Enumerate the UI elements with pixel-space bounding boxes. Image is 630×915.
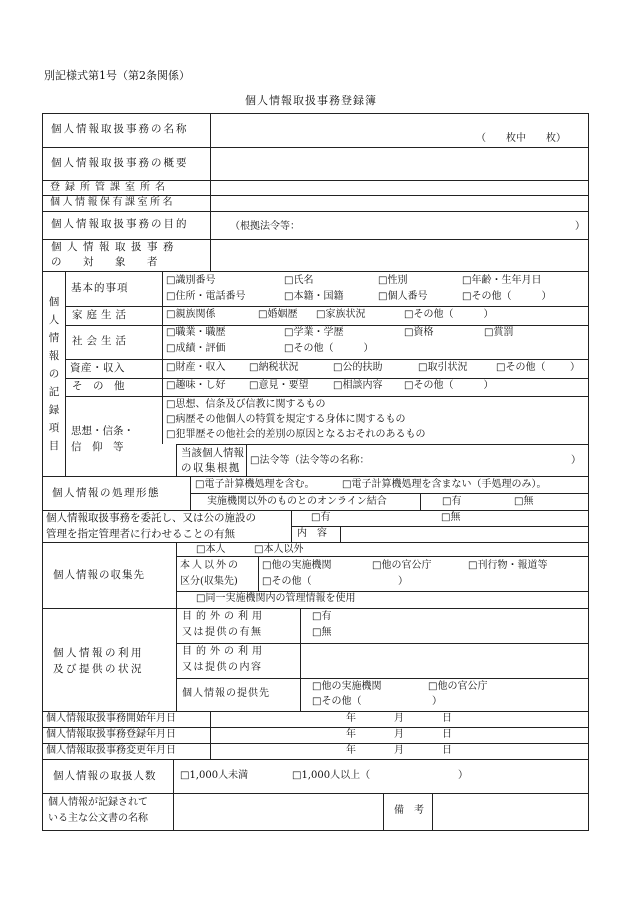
side-label-char: 目	[48, 440, 60, 452]
page-title: 個人情報取扱事務登録簿	[245, 94, 377, 107]
basis-label-2: の収集根拠	[181, 462, 241, 474]
date-label-start: 個人情報取扱事務開始年月日	[46, 713, 176, 724]
checkbox-option[interactable]: □有	[312, 611, 332, 622]
checkbox-option[interactable]: □親族関係	[166, 309, 216, 320]
side-label-char: の	[48, 368, 60, 380]
row-label-documents-1: 個人情報が記録されて	[48, 797, 148, 808]
purpose-basis-label: （根拠法令等：	[230, 221, 300, 232]
item-label-belief-2: 信 仰 等	[71, 441, 124, 453]
checkbox-option[interactable]: □財産・収入	[166, 362, 226, 373]
row-label-reg-dept: 登録所管課室所名	[50, 182, 170, 193]
row-label-name: 個人情報取扱事務の名称	[51, 123, 189, 135]
row-label-subject-2: の 対 象 者	[51, 256, 163, 268]
row-label-overview: 個人情報取扱事務の概要	[51, 157, 189, 169]
extra-use-label-1: 目的外の利用	[182, 611, 266, 622]
row-label-hold-dept: 個人情報保有課室所名	[50, 197, 175, 208]
checkbox-option[interactable]: □電子計算機処理を含まない（手処理のみ）。	[342, 479, 547, 490]
close-paren: ）	[398, 576, 408, 587]
checkbox-option[interactable]: □学業・学歴	[284, 327, 344, 338]
checkbox-option[interactable]: □有	[311, 512, 331, 523]
overview-field[interactable]	[218, 150, 578, 177]
row-label-documents-2: いる主な公文書の名称	[48, 813, 148, 824]
date-unit-day: 日	[442, 729, 452, 740]
reg-dept-field[interactable]	[218, 182, 578, 194]
form-number-label: 別記様式第1号（第2条関係）	[44, 69, 190, 82]
date-unit-day: 日	[442, 745, 452, 756]
checkbox-option[interactable]: □識別番号	[166, 275, 216, 286]
checkbox-option[interactable]: □有	[442, 496, 462, 507]
checkbox-option[interactable]: □住所・電話番号	[166, 291, 246, 302]
checkbox-option[interactable]: □他の官公庁	[428, 681, 488, 692]
item-label-family: 家庭生活	[72, 309, 130, 321]
row-label-outsourcing-1: 個人情報取扱事務を委託し、又は公の施設の	[46, 512, 256, 524]
checkbox-option[interactable]: □意見・要望	[249, 380, 309, 391]
close-paren: ）	[458, 770, 468, 781]
checkbox-option[interactable]: □刊行物・報道等	[468, 560, 548, 571]
date-unit-month: 月	[394, 713, 404, 724]
checkbox-option[interactable]: □賞罰	[484, 327, 514, 338]
checkbox-option[interactable]: □相談内容	[333, 380, 383, 391]
row-label-collection: 個人情報の収集先	[53, 569, 145, 581]
checkbox-option[interactable]: □婚姻歴	[258, 309, 298, 320]
item-label-assets: 資産・収入	[70, 362, 125, 374]
collection-other-label-2: 区分(収集先)	[180, 576, 238, 587]
row-label-outsourcing-2: 管理を指定管理者に行わせることの有無	[46, 528, 235, 540]
row-label-usage-2: 及び提供の状況	[53, 663, 144, 675]
item-label-social: 社会生活	[72, 335, 130, 347]
checkbox-option[interactable]: □無	[312, 627, 332, 638]
date-unit-month: 月	[394, 729, 404, 740]
side-label-char: 人	[48, 314, 60, 326]
checkbox-option[interactable]: □家族状況	[316, 309, 366, 320]
checkbox-option[interactable]: □犯罪歴その他社会的差別の原因となるおそれのあるもの	[166, 429, 426, 440]
subject-field[interactable]	[218, 242, 578, 268]
checkbox-option[interactable]: □本籍・国籍	[284, 291, 344, 302]
remarks-label: 備 考	[394, 805, 424, 816]
side-label-char: 個	[48, 296, 60, 308]
checkbox-option[interactable]: □その他（ ）	[462, 291, 552, 302]
date-unit-year: 年	[346, 745, 356, 756]
checkbox-option[interactable]: □その他（	[262, 576, 312, 587]
checkbox-option[interactable]: □その他（ ）	[284, 343, 374, 354]
checkbox-option[interactable]: □他の実施機関	[312, 681, 382, 692]
online-label: 実施機関以外のものとのオンライン結合	[207, 496, 387, 507]
item-label-basic: 基本的事項	[71, 282, 129, 294]
collection-other-label-1: 本人以外の	[180, 560, 240, 571]
checkbox-option[interactable]: □個人番号	[378, 291, 428, 302]
checkbox-option[interactable]: □その他（ ）	[404, 309, 494, 320]
checkbox-option[interactable]: □病歴その他個人の特質を規定する身体に関するもの	[166, 414, 406, 425]
provide-label: 個人情報の提供先	[182, 688, 270, 699]
hold-dept-field[interactable]	[218, 197, 578, 209]
checkbox-option[interactable]: □無	[441, 512, 461, 523]
sheet-count-note: （ 枚中 枚）	[476, 133, 566, 144]
checkbox-option[interactable]: □1,000人未満	[180, 770, 249, 781]
side-label-char: 記	[48, 386, 60, 398]
checkbox-option[interactable]: □その他（	[312, 696, 362, 707]
checkbox-option[interactable]: □他の実施機関	[262, 560, 332, 571]
close-paren: ）	[570, 362, 580, 373]
date-unit-day: 日	[442, 713, 452, 724]
checkbox-option[interactable]: □法令等（法令等の名称：	[250, 455, 370, 466]
side-label-char: 録	[48, 404, 60, 416]
checkbox-option[interactable]: □その他（	[496, 362, 546, 373]
close-paren: ）	[571, 455, 581, 466]
checkbox-option[interactable]: □性別	[378, 275, 408, 286]
side-label-char: 項	[48, 422, 60, 434]
extra-use-label-2: 又は提供の有無	[182, 627, 263, 638]
checkbox-option[interactable]: □取引状況	[418, 362, 468, 373]
name-field[interactable]	[218, 118, 578, 144]
item-label-belief-1: 思想・信条・	[71, 425, 134, 437]
date-unit-year: 年	[346, 729, 356, 740]
checkbox-option[interactable]: □資格	[404, 327, 434, 338]
date-unit-month: 月	[394, 745, 404, 756]
checkbox-option[interactable]: □職業・職歴	[166, 327, 226, 338]
checkbox-option[interactable]: □氏名	[284, 275, 314, 286]
extra-use-content-1: 目的外の利用	[182, 646, 266, 657]
checkbox-option[interactable]: □成績・評価	[166, 343, 226, 354]
checkbox-option[interactable]: □その他（ ）	[404, 380, 494, 391]
checkbox-option[interactable]: □年齢・生年月日	[462, 275, 542, 286]
checkbox-option[interactable]: □1,000人以上（	[292, 770, 371, 781]
checkbox-option[interactable]: □同一実施機関内の管理情報を使用	[196, 593, 356, 604]
row-label-usage-1: 個人情報の利用	[53, 647, 144, 659]
checkbox-option[interactable]: □思想、信条及び信教に関するもの	[166, 399, 326, 410]
basis-label-1: 当該個人情報	[181, 447, 244, 459]
side-label-char: 報	[48, 350, 60, 362]
row-label-processing: 個人情報の処理形態	[52, 487, 160, 499]
purpose-basis-close: ）	[575, 221, 585, 232]
checkbox-option[interactable]: □公的扶助	[333, 362, 383, 373]
date-unit-year: 年	[346, 713, 356, 724]
item-label-other: そ の 他	[72, 380, 125, 392]
checkbox-option[interactable]: □本人	[196, 544, 226, 555]
checkbox-option[interactable]: □納税状況	[249, 362, 299, 373]
row-label-subject-1: 個人情報取扱事務	[51, 241, 179, 253]
row-label-count: 個人情報の取扱人数	[53, 770, 157, 782]
extra-use-content-2: 又は提供の内容	[182, 662, 263, 673]
close-paren: ）	[432, 696, 442, 707]
row-label-purpose: 個人情報取扱事務の目的	[51, 218, 189, 230]
checkbox-option[interactable]: □他の官公庁	[372, 560, 432, 571]
checkbox-option[interactable]: □無	[514, 496, 534, 507]
checkbox-option[interactable]: □本人以外	[254, 544, 304, 555]
checkbox-option[interactable]: □趣味・し好	[166, 380, 226, 391]
side-label-char: 情	[48, 332, 60, 344]
date-label-changed: 個人情報取扱事務変更年月日	[46, 745, 176, 756]
content-label: 内 容	[297, 528, 327, 539]
checkbox-option[interactable]: □電子計算機処理を含む。	[195, 479, 315, 490]
date-label-registered: 個人情報取扱事務登録年月日	[46, 729, 176, 740]
